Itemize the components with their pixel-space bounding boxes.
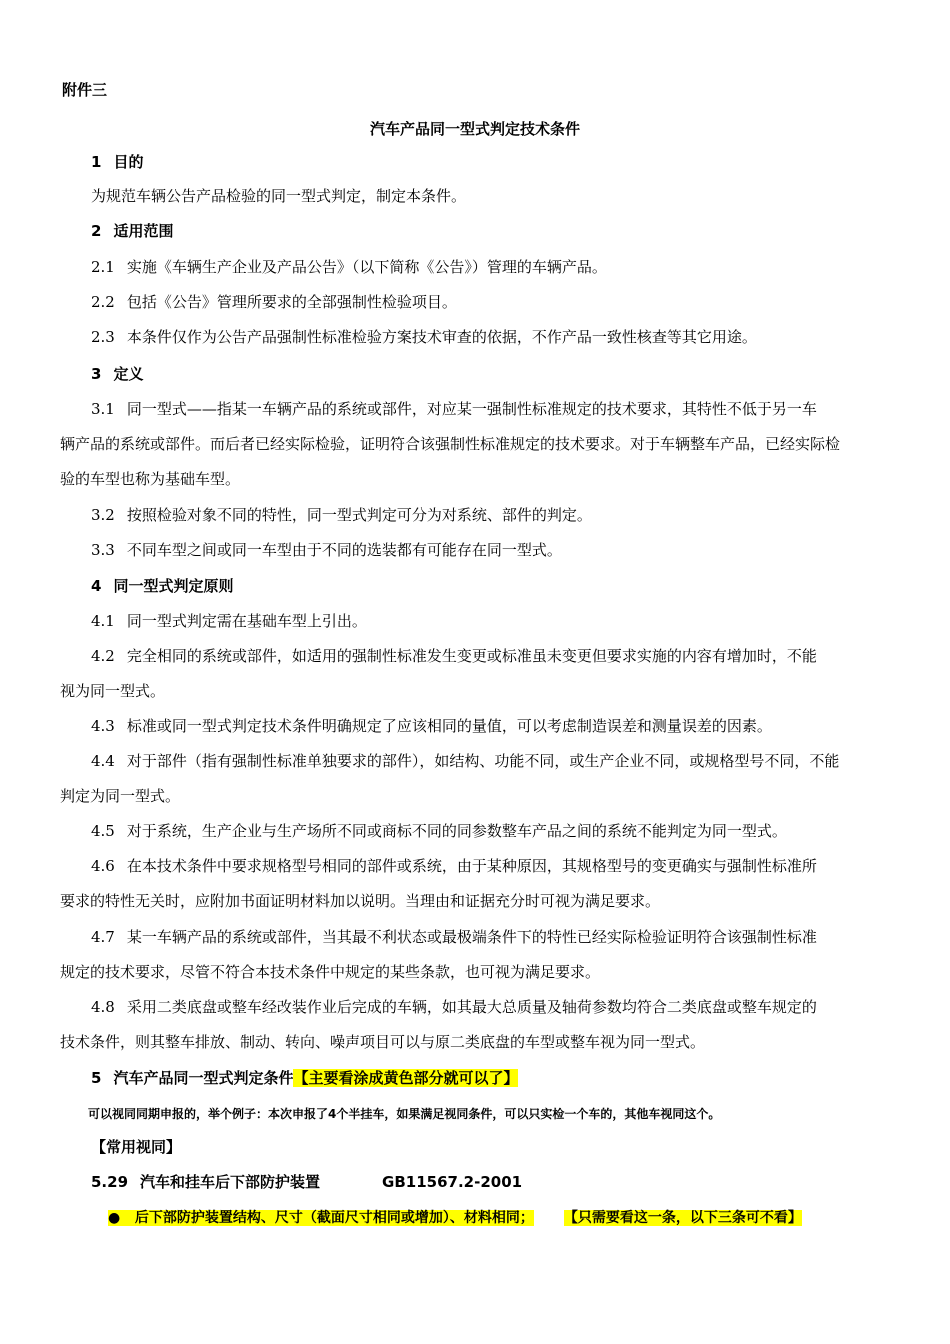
item-5-29: 5.29 汽车和挂车后下部防护装置 GB11567.2-2001: [91, 1173, 523, 1191]
annex-label: 附件三: [62, 81, 108, 99]
section-5-heading: 5 汽车产品同一型式判定条件【主要看涂成黄色部分就可以了】: [91, 1069, 519, 1087]
document-title: 汽车产品同一型式判定技术条件: [369, 120, 580, 138]
clause-4-1: 4.1 同一型式判定需在基础车型上引出。: [91, 612, 367, 630]
highlight-note: 【主要看涂成黄色部分就可以了】: [293, 1069, 519, 1087]
clause-2-2: 2.2 包括《公告》管理所要求的全部强制性检验项目。: [91, 293, 457, 311]
clause-3-2: 3.2 按照检验对象不同的特性，同一型式判定可分为对系统、部件的判定。: [91, 506, 592, 524]
explanation-note: 可以视同同期申报的，举个例子：本次申报了4个半挂车，如果满足视同条件，可以只实检一个车的，其他车视同这个。: [88, 1107, 721, 1121]
clause-2-1: 2.1 实施《车辆生产企业及产品公告》（以下简称《公告》）管理的车辆产品。: [91, 258, 607, 276]
section-3-heading: 3 定义: [91, 365, 144, 383]
section-2-heading: 2 适用范围: [91, 222, 174, 240]
clause-4-2-line-1: 4.2 完全相同的系统或部件，如适用的强制性标准发生变更或标准虽未变更但要求实施的内容有增加时，不能: [91, 647, 817, 665]
clause-4-7-line-1: 4.7 某一车辆产品的系统或部件，当其最不利状态或最极端条件下的特性已经实际检验证明符合该强制性标准: [91, 928, 817, 946]
section-1-paragraph: 为规范车辆公告产品检验的同一型式判定，制定本条件。: [91, 187, 467, 205]
bullet-text: ● 后下部防护装置结构、尺寸（截面尺寸相同或增加）、材料相同；: [108, 1210, 534, 1226]
bullet-note: 【只需要看这一条，以下三条可不看】: [563, 1210, 802, 1226]
clause-4-4-line-2: 判定为同一型式。: [60, 787, 181, 805]
clause-2-3: 2.3 本条件仅作为公告产品强制性标准检验方案技术审查的依据，不作产品一致性核查等其它用途。: [91, 328, 757, 346]
clause-4-2-line-2: 视为同一型式。: [60, 682, 166, 700]
clause-3-3: 3.3 不同车型之间或同一车型由于不同的选装都有可能存在同一型式。: [91, 541, 562, 559]
clause-4-4-line-1: 4.4 对于部件（指有强制性标准单独要求的部件），如结构、功能不同，或生产企业不同，或规格型号不同，不能: [91, 752, 840, 770]
clause-3-1-line-1: 3.1 同一型式——指某一车辆产品的系统或部件，对应某一强制性标准规定的技术要求，其特性不低于另一车: [91, 400, 817, 418]
clause-4-5: 4.5 对于系统，生产企业与生产场所不同或商标不同的同参数整车产品之间的系统不能判定为同一型式。: [91, 822, 787, 840]
clause-4-7-line-2: 规定的技术要求，尽管不符合本技术条件中规定的某些条款，也可视为满足要求。: [60, 963, 601, 981]
section-4-heading: 4 同一型式判定原则: [91, 577, 234, 595]
clause-3-1-line-2: 辆产品的系统或部件。而后者已经实际检验，证明符合该强制性标准规定的技术要求。对于车辆整车产品，已经实际检: [60, 435, 841, 453]
clause-3-1-line-3: 验的车型也称为基础车型。: [60, 470, 241, 488]
clause-4-8-line-2: 技术条件，则其整车排放、制动、转向、噪声项目可以与原二类底盘的车型或整车视为同一型式。: [60, 1033, 706, 1051]
section-1-heading: 1 目的: [91, 153, 144, 171]
bullet-mark: ●: [108, 1210, 121, 1226]
clause-4-6-line-1: 4.6 在本技术条件中要求规格型号相同的部件或系统，由于某种原因，其规格型号的变更确实与强制性标准所: [91, 857, 817, 875]
clause-4-8-line-1: 4.8 采用二类底盘或整车经改装作业后完成的车辆，如其最大总质量及轴荷参数均符合二类底盘或整车规定的: [91, 998, 817, 1016]
clause-4-6-line-2: 要求的特性无关时，应附加书面证明材料加以说明。当理由和证据充分时可视为满足要求。: [60, 892, 661, 910]
common-equivalence-label: 【常用视同】: [91, 1138, 182, 1156]
bullet-item: [108, 1208, 802, 1228]
clause-4-3: 4.3 标准或同一型式判定技术条件明确规定了应该相同的量值，可以考虑制造误差和测量误差的因素。: [91, 717, 772, 735]
